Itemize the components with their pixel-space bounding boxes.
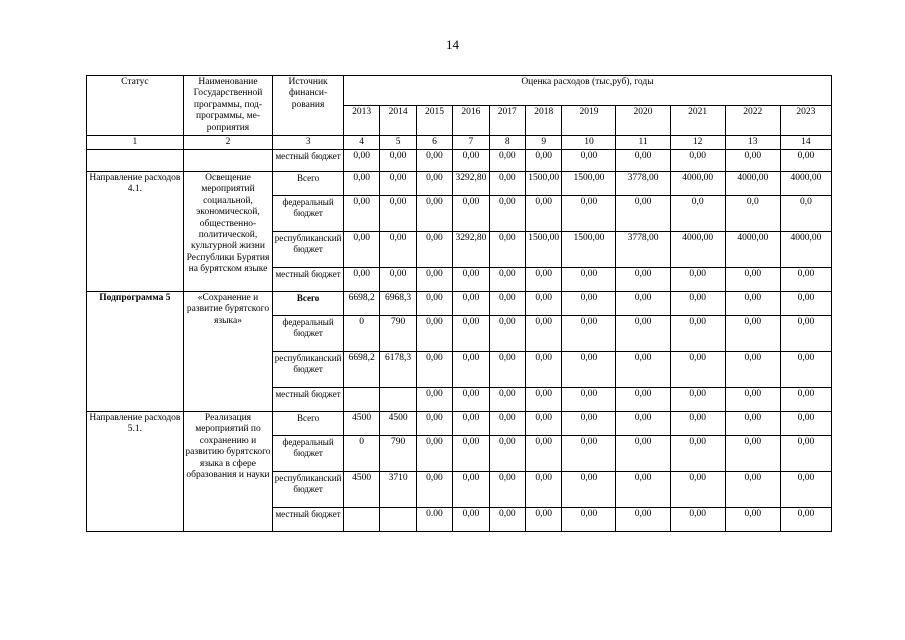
value-cell: 0,00 (780, 411, 831, 435)
value-cell: 0,00 (562, 291, 616, 315)
value-cell: 6698,2 (343, 351, 379, 387)
column-number: 7 (453, 135, 489, 149)
value-cell: 0,00 (380, 171, 416, 195)
header-year: 2019 (562, 105, 616, 135)
value-cell: 4000,00 (670, 231, 725, 267)
value-cell: 4000,00 (780, 231, 831, 267)
value-cell: 0,00 (780, 507, 831, 531)
value-cell: 0,00 (416, 411, 452, 435)
value-cell: 3292,80 (453, 231, 489, 267)
header-year: 2014 (380, 105, 416, 135)
value-cell: 0,00 (453, 149, 489, 171)
row-name: Реализация мероприятий по сохранению и развитию бурятского языка в сфере образования и науки (183, 411, 272, 531)
header-estimate: Оценка расходов (тыс,руб), годы (343, 76, 831, 106)
value-cell: 0,00 (489, 171, 525, 195)
value-cell: 4000,00 (725, 231, 780, 267)
value-cell: 0,00 (670, 435, 725, 471)
row-source: местный бюджет (273, 387, 344, 411)
value-cell: 0,00 (562, 411, 616, 435)
column-number: 1 (87, 135, 184, 149)
value-cell: 0,0 (670, 195, 725, 231)
value-cell: 0,00 (453, 195, 489, 231)
value-cell: 0,00 (670, 351, 725, 387)
value-cell: 0,00 (489, 315, 525, 351)
value-cell: 4500 (343, 471, 379, 507)
value-cell: 0,00 (670, 315, 725, 351)
row-source: федеральный бюджет (273, 435, 344, 471)
value-cell: 1500,00 (562, 171, 616, 195)
header-name: Наименование Государственной программы, под-программы, ме-роприятия (183, 76, 272, 136)
value-cell: 4500 (343, 411, 379, 435)
value-cell: 0,00 (616, 351, 670, 387)
column-number: 2 (183, 135, 272, 149)
row-source: местный бюджет (273, 149, 344, 171)
header-year: 2018 (525, 105, 561, 135)
value-cell: 0,00 (525, 387, 561, 411)
column-number: 3 (273, 135, 344, 149)
table-body (87, 149, 832, 531)
value-cell: 0,00 (780, 267, 831, 291)
table-row (87, 171, 832, 195)
header-year: 2017 (489, 105, 525, 135)
budget-table (86, 75, 832, 532)
column-number: 6 (416, 135, 452, 149)
value-cell: 0,00 (725, 435, 780, 471)
value-cell: 3292,80 (453, 171, 489, 195)
value-cell (380, 387, 416, 411)
value-cell: 0,00 (489, 435, 525, 471)
value-cell: 0,00 (562, 435, 616, 471)
value-cell: 0,00 (525, 315, 561, 351)
value-cell: 0,00 (562, 387, 616, 411)
value-cell: 0,00 (525, 149, 561, 171)
value-cell: 6698,2 (343, 291, 379, 315)
value-cell: 0,00 (780, 435, 831, 471)
value-cell: 0,00 (489, 507, 525, 531)
value-cell: 0,00 (416, 291, 452, 315)
value-cell: 0,00 (489, 231, 525, 267)
value-cell: 0,00 (670, 411, 725, 435)
value-cell: 0,00 (343, 267, 379, 291)
value-cell: 1500,00 (562, 231, 616, 267)
value-cell: 0,00 (725, 471, 780, 507)
value-cell: 0,00 (616, 267, 670, 291)
value-cell: 0,00 (453, 507, 489, 531)
row-source: Всего (273, 411, 344, 435)
column-number: 4 (343, 135, 379, 149)
value-cell: 0,00 (780, 387, 831, 411)
value-cell: 0,00 (670, 507, 725, 531)
value-cell: 0,00 (616, 315, 670, 351)
value-cell: 0,00 (780, 315, 831, 351)
value-cell: 0,00 (416, 471, 452, 507)
value-cell: 0,00 (343, 149, 379, 171)
value-cell: 0,0 (780, 195, 831, 231)
header-year: 2021 (670, 105, 725, 135)
value-cell: 0,00 (725, 149, 780, 171)
value-cell: 0,00 (453, 291, 489, 315)
value-cell: 0,00 (725, 411, 780, 435)
value-cell: 0,00 (525, 411, 561, 435)
value-cell: 0,00 (616, 387, 670, 411)
value-cell: 0,00 (489, 387, 525, 411)
value-cell: 0,00 (725, 387, 780, 411)
header-year: 2015 (416, 105, 452, 135)
value-cell: 6178,3 (380, 351, 416, 387)
row-status: Направление расходов 4.1. (87, 171, 184, 291)
value-cell: 0,00 (725, 507, 780, 531)
value-cell: 0,00 (562, 315, 616, 351)
value-cell: 0,00 (416, 387, 452, 411)
column-number: 11 (616, 135, 670, 149)
value-cell: 0,00 (725, 315, 780, 351)
value-cell: 0,00 (616, 507, 670, 531)
header-source: Источник финанси-рования (273, 76, 344, 136)
value-cell: 0,00 (616, 471, 670, 507)
value-cell: 0,00 (525, 291, 561, 315)
value-cell: 0,00 (380, 195, 416, 231)
value-cell: 0,00 (489, 351, 525, 387)
value-cell: 0,00 (380, 149, 416, 171)
table-row (87, 411, 832, 435)
table-row (87, 291, 832, 315)
value-cell: 0,00 (453, 411, 489, 435)
page-number: 14 (446, 37, 459, 52)
value-cell: 0,00 (616, 411, 670, 435)
row-source: местный бюджет (273, 267, 344, 291)
value-cell: 0,00 (616, 195, 670, 231)
row-status (87, 149, 184, 171)
value-cell: 0,00 (562, 195, 616, 231)
value-cell: 0,00 (780, 351, 831, 387)
value-cell: 6968,3 (380, 291, 416, 315)
value-cell (343, 507, 379, 531)
value-cell: 0,00 (616, 149, 670, 171)
value-cell: 0,00 (780, 149, 831, 171)
value-cell: 0,00 (489, 291, 525, 315)
value-cell: 0,00 (562, 471, 616, 507)
value-cell: 0,00 (670, 149, 725, 171)
header-status: Статус (87, 76, 184, 136)
row-source: Всего (273, 171, 344, 195)
column-number: 10 (562, 135, 616, 149)
value-cell: 0,00 (343, 231, 379, 267)
row-source: федеральный бюджет (273, 315, 344, 351)
value-cell: 0 (343, 315, 379, 351)
value-cell: 0,00 (562, 149, 616, 171)
row-source: республиканский бюджет (273, 351, 344, 387)
value-cell: 0,00 (562, 351, 616, 387)
column-numbers-row (87, 135, 832, 149)
value-cell: 0,00 (616, 291, 670, 315)
column-number: 12 (670, 135, 725, 149)
row-status: Подпрограмма 5 (87, 291, 184, 411)
value-cell: 3778,00 (616, 231, 670, 267)
value-cell: 0,00 (616, 435, 670, 471)
value-cell (380, 507, 416, 531)
value-cell: 0,00 (416, 231, 452, 267)
value-cell: 4000,00 (670, 171, 725, 195)
header-year: 2022 (725, 105, 780, 135)
header-year: 2013 (343, 105, 379, 135)
value-cell: 0,00 (453, 387, 489, 411)
value-cell: 0,00 (489, 195, 525, 231)
row-source: республиканский бюджет (273, 231, 344, 267)
column-number: 14 (780, 135, 831, 149)
value-cell: 0,00 (525, 267, 561, 291)
value-cell: 4000,00 (725, 171, 780, 195)
value-cell: 0,00 (489, 471, 525, 507)
value-cell: 0,00 (525, 195, 561, 231)
value-cell: 0,00 (780, 291, 831, 315)
value-cell: 1500,00 (525, 231, 561, 267)
value-cell: 3778,00 (616, 171, 670, 195)
value-cell: 0,00 (670, 387, 725, 411)
value-cell: 0,00 (670, 267, 725, 291)
value-cell: 0,00 (489, 411, 525, 435)
value-cell: 0,00 (416, 351, 452, 387)
row-name: «Сохранение и развитие бурятского языка» (183, 291, 272, 411)
value-cell: 1500,00 (525, 171, 561, 195)
value-cell: 0,00 (416, 195, 452, 231)
value-cell: 0,00 (453, 471, 489, 507)
header-year: 2023 (780, 105, 831, 135)
value-cell: 0,00 (416, 171, 452, 195)
value-cell: 0,00 (453, 315, 489, 351)
value-cell: 0,00 (416, 149, 452, 171)
row-name: Освещение мероприятий социальной, экономической, общественно-политической, культурной жизни Республики Бурятия на бурятском языке (183, 171, 272, 291)
value-cell: 3710 (380, 471, 416, 507)
value-cell: 0,00 (380, 231, 416, 267)
value-cell: 0,00 (343, 171, 379, 195)
value-cell: 0,00 (416, 435, 452, 471)
column-number: 9 (525, 135, 561, 149)
column-number: 8 (489, 135, 525, 149)
value-cell: 0.00 (416, 507, 452, 531)
row-source: местный бюджет (273, 507, 344, 531)
value-cell: 0,00 (725, 351, 780, 387)
value-cell: 0,00 (525, 507, 561, 531)
value-cell: 0,00 (380, 267, 416, 291)
value-cell: 0 (343, 435, 379, 471)
value-cell: 0,00 (562, 507, 616, 531)
value-cell: 0,00 (725, 291, 780, 315)
value-cell (343, 387, 379, 411)
value-cell: 0,00 (343, 195, 379, 231)
value-cell: 0,00 (453, 351, 489, 387)
row-source: Всего (273, 291, 344, 315)
value-cell: 0,00 (525, 351, 561, 387)
value-cell: 0,00 (416, 267, 452, 291)
value-cell: 0,00 (562, 267, 616, 291)
value-cell: 0,00 (453, 435, 489, 471)
value-cell: 0,00 (525, 435, 561, 471)
column-number: 13 (725, 135, 780, 149)
value-cell: 790 (380, 315, 416, 351)
value-cell: 0,00 (416, 315, 452, 351)
value-cell: 0,0 (725, 195, 780, 231)
value-cell: 0,00 (780, 471, 831, 507)
value-cell: 4000,00 (780, 171, 831, 195)
header-year: 2020 (616, 105, 670, 135)
table-header (87, 76, 832, 150)
value-cell: 0,00 (670, 291, 725, 315)
value-cell: 0,00 (489, 267, 525, 291)
column-number: 5 (380, 135, 416, 149)
value-cell: 0,00 (453, 267, 489, 291)
value-cell: 0,00 (489, 149, 525, 171)
value-cell: 0,00 (725, 267, 780, 291)
value-cell: 0,00 (670, 471, 725, 507)
row-source: республиканский бюджет (273, 471, 344, 507)
row-status: Направление расходов 5.1. (87, 411, 184, 531)
row-source: федеральный бюджет (273, 195, 344, 231)
header-year: 2016 (453, 105, 489, 135)
table-row (87, 149, 832, 171)
value-cell: 0,00 (525, 471, 561, 507)
row-name (183, 149, 272, 171)
value-cell: 790 (380, 435, 416, 471)
value-cell: 4500 (380, 411, 416, 435)
